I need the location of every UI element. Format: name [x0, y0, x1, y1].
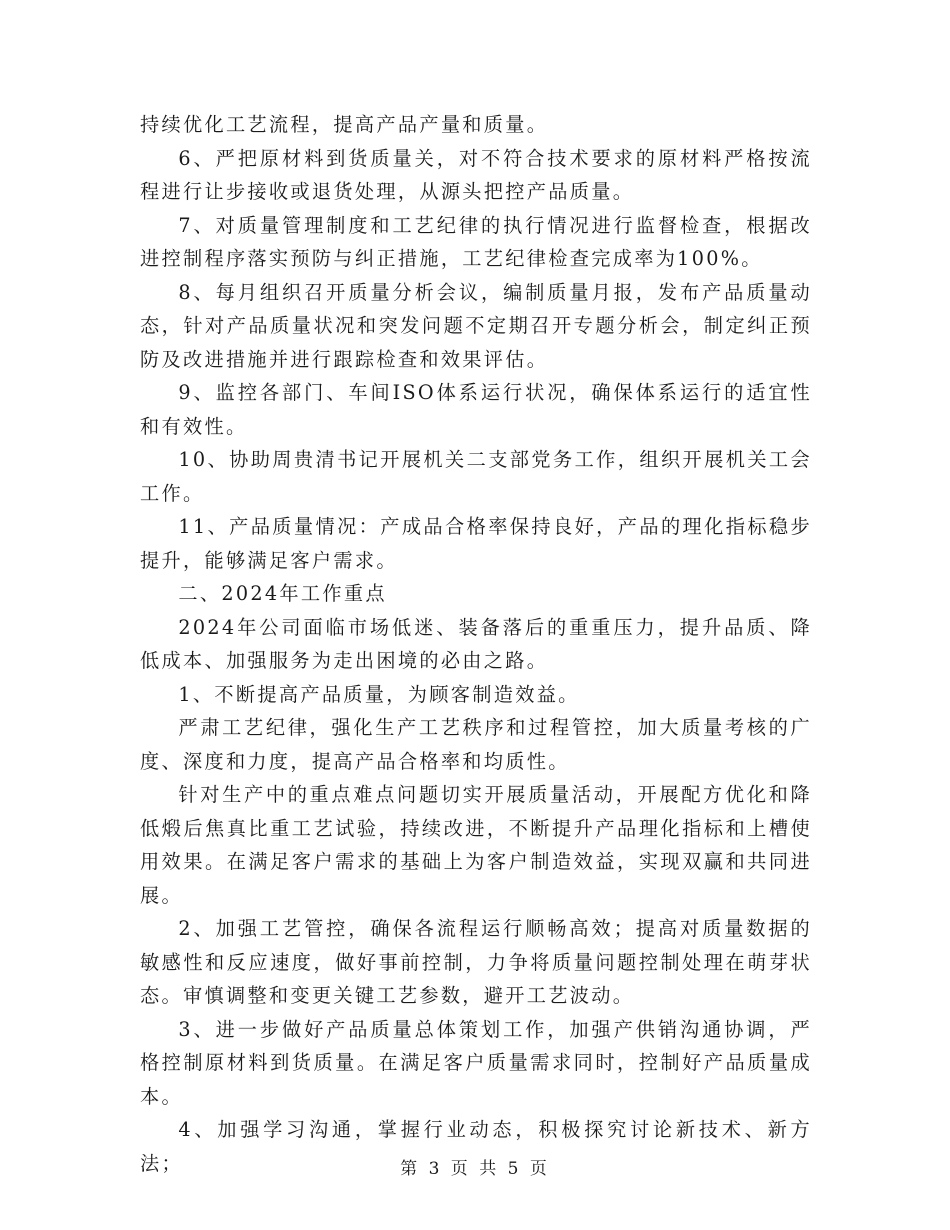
paragraph: 针对生产中的重点难点问题切实开展质量活动，开展配方优化和降低煅后焦真比重工艺试验，持续改进，不断提升产品理化指标和上槽使用效果。在满足客户需求的基础上为客户制造效益，实现双赢和共同进展。	[140, 783, 812, 907]
paragraph: 9、监控各部门、车间ISO体系运行状况，确保体系运行的适宜性和有效性。	[140, 381, 812, 438]
paragraph: 8、每月组织召开质量分析会议，编制质量月报，发布产品质量动态，针对产品质量状况和突发问题不定期召开专题分析会，制定纠正预防及改进措施并进行跟踪检查和效果评估。	[140, 280, 812, 371]
section-heading: 二、2024年工作重点	[178, 582, 387, 605]
paragraph: 10、协助周贵清书记开展机关二支部党务工作，组织开展机关工会工作。	[140, 448, 812, 505]
paragraph: 2024年公司面临市场低迷、装备落后的重重压力，提升品质、降低成本、加强服务为走出困境的必由之路。	[140, 615, 812, 672]
paragraph: 2、加强工艺管控，确保各流程运行顺畅高效；提高对质量数据的敏感性和反应速度，做好事前控制，力争将质量问题控制处理在萌芽状态。审慎调整和变更关键工艺参数，避开工艺波动。	[140, 917, 812, 1007]
paragraph: 7、对质量管理制度和工艺纪律的执行情况进行监督检查，根据改进控制程序落实预防与纠正措施，工艺纪律检查完成率为100%。	[140, 213, 812, 270]
paragraph: 1、不断提高产品质量，为顾客制造效益。	[178, 682, 580, 706]
page-number-footer: 第 3 页 共 5 页	[400, 1159, 550, 1179]
paragraph: 持续优化工艺流程，提高产品产量和质量。	[140, 113, 549, 136]
paragraph: 4、加强学习沟通，掌握行业动态，积极探究讨论新技术、新方法；	[140, 1118, 812, 1175]
paragraph: 3、进一步做好产品质量总体策划工作，加强产供销沟通协调，严格控制原材料到货质量。在满足客户质量需求同时，控制好产品质量成本。	[140, 1017, 812, 1108]
paragraph: 严肃工艺纪律，强化生产工艺秩序和过程管控，加大质量考核的广度、深度和力度，提高产品合格率和均质性。	[140, 716, 812, 773]
paragraph: 11、产品质量情况：产成品合格率保持良好，产品的理化指标稳步提升，能够满足客户需求。	[140, 515, 812, 572]
paragraph: 6、严把原材料到货质量关，对不符合技术要求的原材料严格按流程进行让步接收或退货处理，从源头把控产品质量。	[140, 146, 812, 203]
document-body	[140, 108, 812, 1180]
